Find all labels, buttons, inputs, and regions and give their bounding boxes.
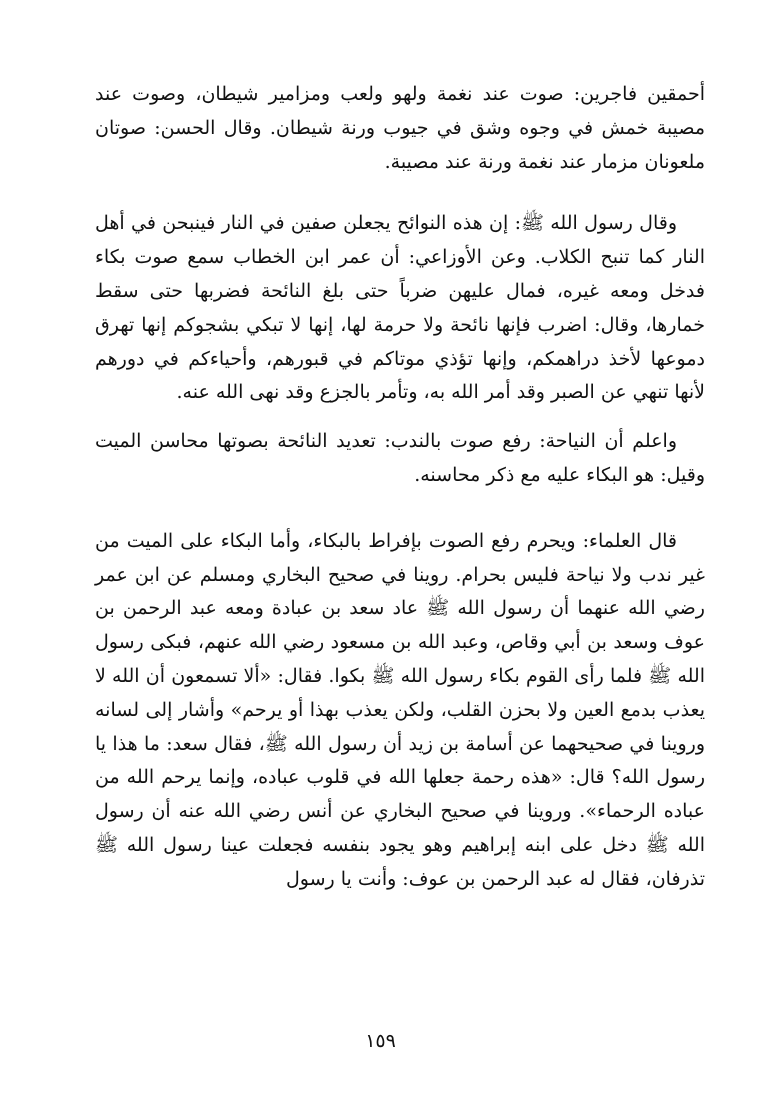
page-body — [95, 78, 705, 897]
paragraph-4: قال العلماء: ويحرم رفع الصوت بإفراط بالبكاء، وأما البكاء على الميت من غير ندب ولا نياحة فليس بحرام. روينا في صحيح البخاري ومسلم عن ابن عمر رضي الله عنهما أن رسول الله ﷺ عاد سعد بن عبادة ومعه عبد الرحمن بن عوف وسعد بن أبي وقاص، وعبد الله بن مسعود رضي الله عنهم، فبكى رسول الله ﷺ فلما رأى القوم بكاء رسول الله ﷺ بكوا. فقال: «ألا تسمعون أن الله لا يعذب بدمع العين ولا بحزن القلب، ولكن يعذب بهذا أو يرحم» وأشار إلى لسانه وروينا في صحيحهما عن أسامة بن زيد أن رسول الله ﷺ، فقال سعد: ما هذا يا رسول الله؟ قال: «هذه رحمة جعلها الله في قلوب عباده، وإنما يرحم الله من عباده الرحماء». وروينا في صحيح البخاري عن أنس رضي الله عنه أن رسول الله ﷺ دخل على ابنه إبراهيم وهو يجود بنفسه فجعلت عينا رسول الله ﷺ تذرفان، فقال له عبد الرحمن بن عوف: وأنت يا رسول — [95, 529, 705, 890]
paragraph-2: وقال رسول الله ﷺ: إن هذه النوائح يجعلن صفين في النار فينبحن في أهل النار كما تنبح الكلاب. وعن الأوزاعي: أن عمر ابن الخطاب سمع صوت بكاء فدخل ومعه غيره، فمال عليهن ضرباً حتى بلغ النائحة فضربها حتى سقط خمارها، وقال: اضرب فإنها نائحة ولا حرمة لها، إنها لا تبكي بشجوكم إنها تهرق دموعها لأخذ دراهمكم، وإنها تؤذي موتاكم في قبورهم، وأحياءكم في دورهم لأنها تنهي عن الصبر وقد أمر الله به، وتأمر بالجزع وقد نهى الله عنه. — [95, 212, 705, 404]
paragraph-3: واعلم أن النياحة: رفع صوت بالندب: تعديد النائحة بصوتها محاسن الميت وقيل: هو البكاء عليه مع ذكر محاسنه. — [95, 430, 705, 486]
paragraph-1: أحمقين فاجرين: صوت عند نغمة ولهو ولعب ومزامير شيطان، وصوت عند مصيبة خمش في وجوه وشق في جيوب ورنة شيطان. وقال الحسن: صوتان ملعونان مزمار عند نغمة ورنة عند مصيبة. — [95, 83, 705, 173]
page-number: ١٥٩ — [365, 1030, 396, 1052]
